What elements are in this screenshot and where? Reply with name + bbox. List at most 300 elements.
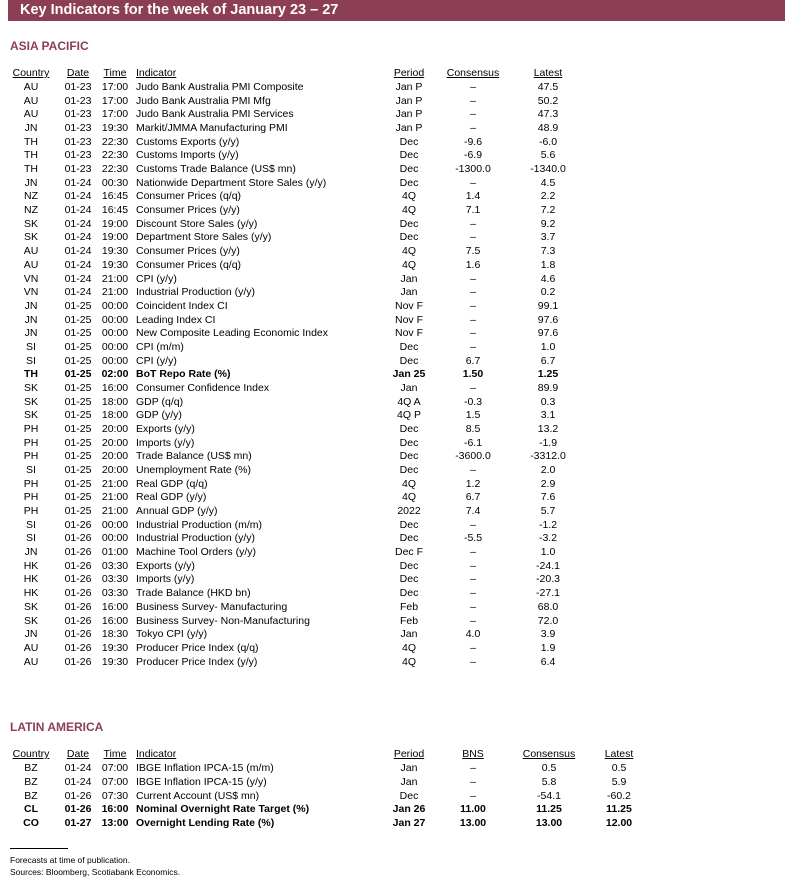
cell-latest: 11.25 (606, 803, 632, 816)
cell-latest: -1340.0 (530, 163, 566, 176)
cell-consensus: – (470, 655, 476, 668)
table-row (0, 560, 785, 573)
cell-country: PH (23, 436, 39, 449)
cell-date: 01-24 (64, 245, 92, 258)
cell-consensus: – (470, 559, 476, 572)
cell-latest: -6.0 (538, 135, 558, 148)
cell-time: 18:00 (101, 409, 129, 422)
cell-bns: 13.00 (459, 817, 487, 829)
cell-latest: -24.1 (536, 559, 560, 572)
cell-period: Dec (399, 231, 419, 244)
latam-header-consensus: Consensus (522, 748, 576, 760)
asia-header-period: Period (393, 67, 425, 79)
table-row (0, 149, 785, 162)
cell-date: 01-26 (64, 614, 92, 627)
cell-consensus: – (470, 464, 476, 477)
cell-period: Dec (399, 532, 419, 545)
cell-country: BZ (24, 789, 38, 802)
cell-country: SI (26, 518, 36, 531)
cell-time: 19:30 (101, 258, 129, 271)
cell-date: 01-25 (64, 450, 92, 463)
cell-time: 16:45 (101, 204, 129, 217)
cell-latest: -3.2 (538, 532, 558, 545)
cell-consensus: 6.7 (465, 354, 481, 367)
cell-indicator: Nationwide Department Store Sales (y/y) (136, 176, 327, 189)
cell-consensus: 13.00 (535, 817, 563, 829)
cell-period: Dec (399, 559, 419, 572)
cell-time: 07:00 (101, 762, 129, 774)
asia-header-row (0, 67, 785, 80)
cell-latest: 0.5 (611, 762, 627, 774)
cell-country: NZ (24, 204, 38, 217)
cell-latest: 1.0 (540, 546, 556, 559)
cell-indicator: Judo Bank Australia PMI Composite (136, 81, 304, 93)
cell-period: Jan P (395, 108, 423, 121)
cell-time: 17:00 (101, 94, 129, 107)
table-row (0, 81, 785, 94)
cell-indicator: Producer Price Index (y/y) (136, 655, 258, 668)
cell-consensus: -1300.0 (455, 163, 491, 176)
cell-latest: 97.6 (537, 327, 559, 340)
cell-date: 01-23 (64, 94, 92, 107)
cell-indicator: CPI (y/y) (136, 272, 177, 285)
cell-consensus: – (470, 122, 476, 135)
cell-time: 00:30 (101, 176, 129, 189)
cell-time: 03:30 (101, 587, 129, 600)
cell-consensus: – (470, 94, 476, 107)
cell-period: Dec (399, 789, 419, 802)
cell-period: Dec (399, 340, 419, 353)
cell-period: Dec F (394, 546, 423, 559)
cell-date: 01-24 (64, 204, 92, 217)
cell-consensus: – (470, 641, 476, 654)
cell-indicator: Customs Exports (y/y) (136, 135, 240, 148)
cell-indicator: Consumer Prices (y/y) (136, 204, 240, 217)
cell-bns: – (470, 789, 476, 802)
table-row (0, 95, 785, 108)
cell-date: 01-23 (64, 149, 92, 162)
footnote-forecasts: Forecasts at time of publication. (10, 855, 131, 865)
cell-consensus: -0.3 (463, 395, 483, 408)
cell-consensus: -6.9 (463, 149, 483, 162)
cell-indicator: Exports (y/y) (136, 423, 195, 435)
table-row (0, 656, 785, 669)
cell-country: AU (23, 94, 39, 107)
cell-country: JN (24, 327, 38, 340)
cell-indicator: Industrial Production (m/m) (136, 518, 263, 531)
table-row (0, 464, 785, 477)
cell-period: Jan 26 (392, 803, 426, 816)
cell-date: 01-26 (64, 789, 92, 802)
cell-period: Jan 27 (392, 817, 426, 829)
page-title: Key Indicators for the week of January 23 – 27 (20, 2, 339, 18)
cell-consensus: – (470, 176, 476, 189)
cell-period: Dec (399, 217, 419, 230)
cell-time: 16:00 (101, 381, 129, 394)
cell-consensus: – (470, 546, 476, 559)
cell-country: PH (23, 491, 39, 504)
cell-period: Dec (399, 354, 419, 367)
latam-header-period: Period (393, 748, 425, 760)
cell-indicator: Discount Store Sales (y/y) (136, 217, 258, 230)
cell-time: 00:00 (101, 518, 129, 531)
cell-country: CO (23, 817, 39, 829)
cell-latest: 6.4 (540, 655, 556, 668)
cell-indicator: Leading Index CI (136, 313, 216, 326)
cell-time: 21:00 (101, 505, 129, 518)
cell-date: 01-24 (64, 762, 92, 774)
table-row (0, 355, 785, 368)
cell-time: 19:30 (101, 122, 129, 135)
cell-period: 2022 (397, 505, 421, 518)
cell-latest: 89.9 (537, 381, 559, 394)
cell-date: 01-25 (64, 381, 92, 394)
latam-header-date: Date (66, 748, 90, 760)
cell-latest: 3.9 (540, 628, 556, 641)
asia-header-latest: Latest (533, 67, 563, 79)
cell-latest: 13.2 (537, 423, 559, 435)
cell-time: 13:00 (101, 817, 129, 829)
cell-time: 20:00 (101, 436, 129, 449)
cell-consensus: – (470, 518, 476, 531)
asia-header-country: Country (12, 67, 50, 79)
cell-country: JN (24, 176, 38, 189)
cell-consensus: 11.25 (536, 803, 562, 816)
cell-country: PH (23, 505, 39, 518)
cell-date: 01-26 (64, 532, 92, 545)
cell-date: 01-24 (64, 775, 92, 788)
table-row (0, 587, 785, 600)
cell-time: 19:30 (101, 641, 129, 654)
cell-date: 01-25 (64, 395, 92, 408)
table-row (0, 122, 785, 135)
cell-consensus: 6.7 (465, 491, 481, 504)
cell-consensus: – (470, 614, 476, 627)
cell-date: 01-25 (64, 464, 92, 477)
cell-country: BZ (24, 775, 38, 788)
cell-latest: 4.5 (540, 176, 556, 189)
cell-country: CL (24, 803, 38, 816)
cell-indicator: Unemployment Rate (%) (136, 464, 251, 477)
cell-consensus: – (470, 587, 476, 600)
cell-indicator: CPI (m/m) (136, 340, 184, 353)
table-row (0, 532, 785, 545)
cell-latest: 6.7 (540, 354, 556, 367)
latam-header-row (0, 748, 785, 761)
table-row (0, 423, 785, 436)
table-row (0, 409, 785, 422)
cell-time: 21:00 (101, 477, 129, 490)
cell-indicator: Consumer Prices (q/q) (136, 258, 242, 271)
cell-date: 01-25 (64, 313, 92, 326)
cell-date: 01-26 (64, 546, 92, 559)
cell-country: VN (23, 286, 39, 299)
cell-latest: 0.3 (540, 395, 556, 408)
cell-date: 01-23 (64, 81, 92, 93)
cell-time: 16:00 (101, 614, 129, 627)
cell-indicator: CPI (y/y) (136, 354, 177, 367)
table-row (0, 163, 785, 176)
cell-period: Dec (399, 135, 419, 148)
cell-country: AU (23, 108, 39, 121)
cell-consensus: 1.50 (462, 368, 484, 381)
cell-country: JN (24, 122, 38, 135)
title-banner (8, 0, 785, 21)
cell-indicator: Machine Tool Orders (y/y) (136, 546, 257, 559)
cell-period: Nov F (394, 299, 423, 312)
cell-date: 01-24 (64, 258, 92, 271)
cell-country: SK (23, 395, 38, 408)
cell-indicator: Real GDP (y/y) (136, 491, 207, 504)
asia-header-indicator: Indicator (136, 67, 177, 79)
cell-period: 4Q (401, 204, 416, 217)
cell-latest: 48.9 (537, 122, 559, 135)
cell-time: 21:00 (101, 286, 129, 299)
cell-date: 01-26 (64, 518, 92, 531)
cell-consensus: 1.6 (465, 258, 481, 271)
cell-country: SI (26, 354, 36, 367)
cell-period: Dec (399, 423, 419, 435)
cell-time: 19:00 (101, 217, 129, 230)
cell-date: 01-24 (64, 217, 92, 230)
cell-latest: 72.0 (537, 614, 559, 627)
cell-consensus: 1.5 (465, 409, 481, 422)
cell-indicator: Department Store Sales (y/y) (136, 231, 272, 244)
table-row (0, 286, 785, 299)
cell-period: Jan (400, 286, 418, 299)
cell-latest: 5.7 (540, 505, 556, 518)
table-row (0, 190, 785, 203)
cell-consensus: -6.1 (463, 436, 483, 449)
cell-time: 00:00 (101, 313, 129, 326)
asia-header-consensus: Consensus (446, 67, 500, 79)
cell-date: 01-25 (64, 505, 92, 518)
cell-consensus: – (470, 327, 476, 340)
cell-country: JN (24, 313, 38, 326)
cell-country: AU (23, 245, 39, 258)
cell-indicator: Industrial Production (y/y) (136, 532, 256, 545)
latam-header-indicator: Indicator (136, 748, 177, 760)
cell-date: 01-25 (64, 491, 92, 504)
cell-period: Jan (400, 628, 418, 641)
cell-indicator: Consumer Prices (q/q) (136, 190, 242, 203)
cell-latest: 9.2 (540, 217, 556, 230)
cell-period: 4Q (401, 245, 416, 258)
cell-country: AU (23, 81, 39, 93)
cell-country: TH (24, 163, 38, 176)
cell-consensus: – (470, 299, 476, 312)
cell-indicator: Producer Price Index (q/q) (136, 641, 259, 654)
table-row (0, 803, 785, 816)
table-row (0, 437, 785, 450)
cell-indicator: IBGE Inflation IPCA-15 (m/m) (136, 762, 274, 774)
latam-section-title: LATIN AMERICA (10, 720, 104, 734)
table-row (0, 601, 785, 614)
cell-consensus: – (470, 313, 476, 326)
cell-consensus: -54.1 (537, 789, 561, 802)
cell-period: Nov F (394, 313, 423, 326)
cell-time: 19:30 (101, 655, 129, 668)
table-row (0, 519, 785, 532)
cell-indicator: Overnight Lending Rate (%) (136, 817, 275, 829)
cell-latest: 1.0 (540, 340, 556, 353)
cell-country: SK (23, 409, 38, 422)
cell-latest: -27.1 (536, 587, 560, 600)
cell-latest: 50.2 (537, 94, 559, 107)
cell-time: 20:00 (101, 464, 129, 477)
cell-consensus: – (470, 340, 476, 353)
cell-bns: – (470, 775, 476, 788)
cell-latest: 7.2 (540, 204, 556, 217)
cell-date: 01-24 (64, 272, 92, 285)
cell-country: AU (23, 655, 39, 668)
table-row (0, 231, 785, 244)
cell-period: Dec (399, 149, 419, 162)
cell-country: VN (23, 272, 39, 285)
cell-date: 01-26 (64, 641, 92, 654)
cell-period: Jan (400, 775, 418, 788)
cell-country: SI (26, 340, 36, 353)
cell-consensus: 7.5 (465, 245, 481, 258)
cell-indicator: Imports (y/y) (136, 436, 195, 449)
cell-latest: 3.7 (540, 231, 556, 244)
cell-consensus: – (470, 108, 476, 121)
cell-indicator: New Composite Leading Economic Index (136, 327, 329, 340)
table-row (0, 136, 785, 149)
cell-time: 22:30 (101, 135, 129, 148)
cell-latest: -3312.0 (530, 450, 566, 463)
cell-country: AU (23, 258, 39, 271)
cell-time: 16:00 (101, 803, 129, 816)
table-row (0, 478, 785, 491)
cell-country: PH (23, 423, 39, 435)
cell-consensus: 8.5 (465, 423, 481, 435)
table-row (0, 273, 785, 286)
cell-country: TH (24, 149, 38, 162)
cell-time: 18:00 (101, 395, 129, 408)
cell-time: 18:30 (101, 628, 129, 641)
cell-date: 01-23 (64, 108, 92, 121)
cell-period: 4Q P (397, 409, 421, 422)
cell-period: Dec (399, 176, 419, 189)
table-row (0, 762, 785, 775)
cell-time: 03:30 (101, 559, 129, 572)
cell-indicator: Trade Balance (HKD bn) (136, 587, 251, 600)
table-row (0, 491, 785, 504)
cell-country: HK (23, 573, 39, 586)
table-row (0, 204, 785, 217)
cell-indicator: Exports (y/y) (136, 559, 195, 572)
cell-latest: -20.3 (536, 573, 560, 586)
cell-consensus: – (470, 286, 476, 299)
cell-time: 00:00 (101, 327, 129, 340)
table-row (0, 790, 785, 803)
cell-indicator: Consumer Confidence Index (136, 381, 270, 394)
cell-period: Dec (399, 464, 419, 477)
cell-period: Jan (400, 381, 418, 394)
table-row (0, 396, 785, 409)
asia-header-time: Time (103, 67, 127, 79)
cell-consensus: 4.0 (465, 628, 481, 641)
cell-indicator: GDP (y/y) (136, 409, 182, 422)
cell-latest: 68.0 (537, 600, 559, 613)
asia-header-date: Date (66, 67, 90, 79)
cell-country: PH (23, 450, 39, 463)
cell-country: HK (23, 559, 39, 572)
cell-indicator: BoT Repo Rate (%) (136, 368, 231, 381)
cell-date: 01-25 (64, 423, 92, 435)
cell-consensus: -9.6 (463, 135, 483, 148)
cell-period: 4Q (401, 655, 416, 668)
cell-period: Dec (399, 518, 419, 531)
cell-time: 00:00 (101, 354, 129, 367)
footnote-sources: Sources: Bloomberg, Scotiabank Economics. (10, 867, 181, 877)
cell-country: HK (23, 587, 39, 600)
cell-indicator: Markit/JMMA Manufacturing PMI (136, 122, 288, 135)
cell-indicator: Trade Balance (US$ mn) (136, 450, 252, 463)
cell-period: Jan P (395, 122, 423, 135)
cell-date: 01-24 (64, 286, 92, 299)
cell-period: Jan (400, 272, 418, 285)
cell-country: SK (23, 600, 38, 613)
cell-country: SK (23, 217, 38, 230)
cell-date: 01-23 (64, 135, 92, 148)
cell-period: Feb (399, 600, 419, 613)
cell-date: 01-24 (64, 231, 92, 244)
cell-period: Dec (399, 436, 419, 449)
cell-time: 19:30 (101, 245, 129, 258)
table-row (0, 314, 785, 327)
cell-consensus: 1.2 (465, 477, 481, 490)
cell-date: 01-26 (64, 655, 92, 668)
cell-time: 02:00 (101, 368, 129, 381)
cell-consensus: -3600.0 (455, 450, 491, 463)
cell-consensus: 7.1 (465, 204, 481, 217)
cell-latest: 12.00 (605, 817, 633, 829)
cell-latest: 97.6 (537, 313, 559, 326)
cell-date: 01-23 (64, 122, 92, 135)
cell-period: Dec (399, 587, 419, 600)
cell-latest: -1.2 (538, 518, 558, 531)
cell-latest: -1.9 (538, 436, 558, 449)
cell-date: 01-26 (64, 600, 92, 613)
cell-consensus: 0.5 (541, 762, 557, 774)
cell-indicator: Judo Bank Australia PMI Services (136, 108, 294, 121)
cell-period: 4Q (401, 258, 416, 271)
cell-date: 01-25 (64, 354, 92, 367)
cell-country: SK (23, 381, 38, 394)
cell-period: Feb (399, 614, 419, 627)
cell-date: 01-26 (64, 803, 92, 816)
table-row (0, 573, 785, 586)
cell-bns: 11.00 (460, 803, 486, 816)
cell-country: SK (23, 231, 38, 244)
cell-date: 01-24 (64, 176, 92, 189)
cell-indicator: Annual GDP (y/y) (136, 505, 218, 518)
cell-indicator: IBGE Inflation IPCA-15 (y/y) (136, 775, 267, 788)
cell-time: 22:30 (101, 149, 129, 162)
cell-date: 01-25 (64, 436, 92, 449)
table-row (0, 505, 785, 518)
cell-date: 01-26 (64, 628, 92, 641)
cell-latest: 1.25 (537, 368, 559, 381)
cell-date: 01-26 (64, 573, 92, 586)
cell-period: Jan (400, 762, 418, 774)
cell-time: 21:00 (101, 491, 129, 504)
cell-consensus: 7.4 (465, 505, 481, 518)
table-row (0, 245, 785, 258)
cell-country: JN (24, 299, 38, 312)
